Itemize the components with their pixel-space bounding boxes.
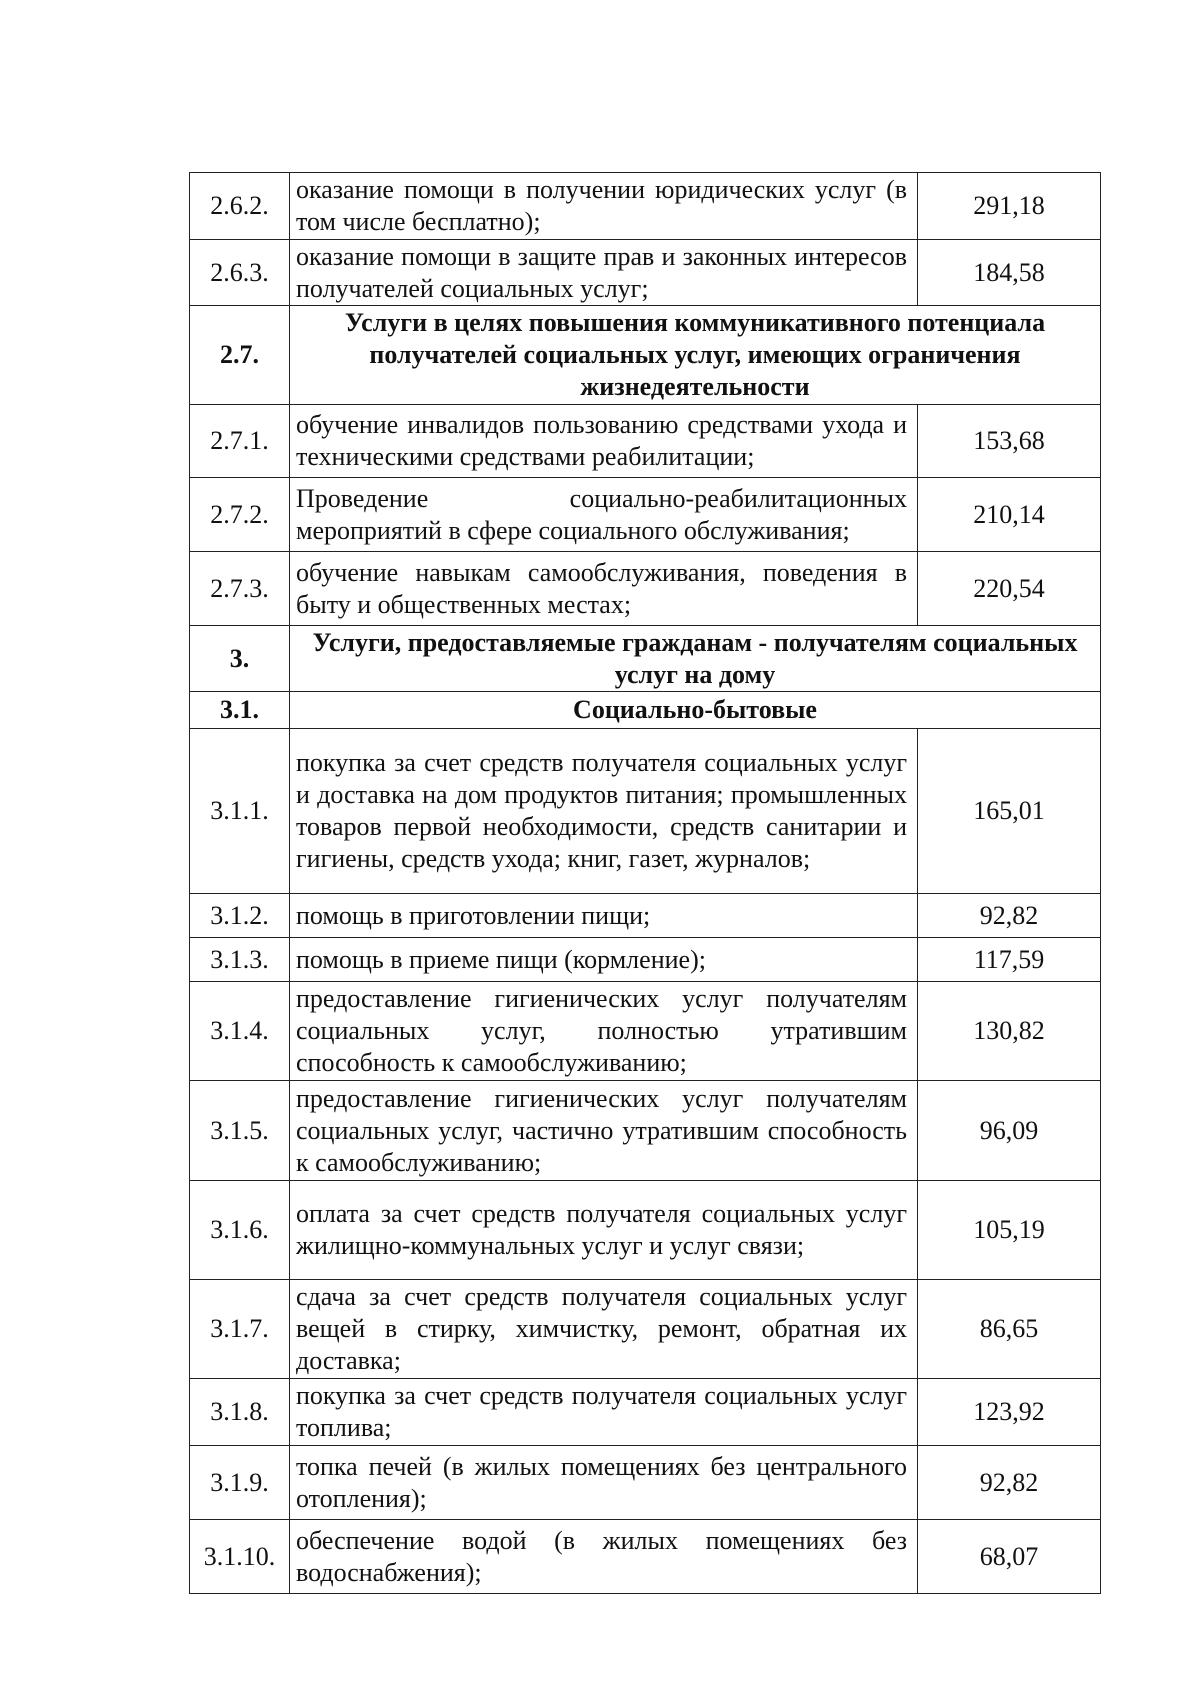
section-title: Социально-бытовые bbox=[290, 692, 1101, 729]
table-row bbox=[190, 240, 1101, 306]
service-price: 117,59 bbox=[918, 938, 1101, 982]
item-number: 3.1.4. bbox=[190, 982, 290, 1081]
table-row bbox=[190, 1181, 1101, 1280]
service-price: 210,14 bbox=[918, 478, 1101, 552]
table-row bbox=[190, 1379, 1101, 1446]
table-row bbox=[190, 552, 1101, 626]
table-row bbox=[190, 478, 1101, 552]
tariff-table bbox=[189, 172, 1101, 1594]
item-number: 3.1.9. bbox=[190, 1446, 290, 1520]
table-row bbox=[190, 938, 1101, 982]
service-price: 92,82 bbox=[918, 1446, 1101, 1520]
section-title: Услуги в целях повышения коммуникативного потенциала получателей социальных услуг, имеющих ограничения жизнедеятельности bbox=[290, 306, 1101, 405]
table-row bbox=[190, 1520, 1101, 1594]
table-row bbox=[190, 173, 1101, 240]
service-description: обеспечение водой (в жилых помещениях без водоснабжения); bbox=[290, 1520, 918, 1594]
table-row bbox=[190, 1280, 1101, 1379]
table-row bbox=[190, 982, 1101, 1081]
service-description: предоставление гигиенических услуг получателям социальных услуг, полностью утратившим способность к самообслуживанию; bbox=[290, 982, 918, 1081]
service-description: топка печей (в жилых помещениях без центрального отопления); bbox=[290, 1446, 918, 1520]
service-description: оплата за счет средств получателя социальных услуг жилищно-коммунальных услуг и услуг связи; bbox=[290, 1181, 918, 1280]
service-description: покупка за счет средств получателя социальных услуг и доставка на дом продуктов питания; промышленных товаров первой необходимости, средств санитарии и гигиены, средств ухода; книг, газет, журналов; bbox=[290, 729, 918, 894]
table-row bbox=[190, 1081, 1101, 1181]
tariff-table-body bbox=[190, 173, 1101, 1594]
section-row bbox=[190, 692, 1101, 729]
service-description: оказание помощи в получении юридических услуг (в том числе бесплатно); bbox=[290, 173, 918, 240]
service-description: обучение навыкам самообслуживания, поведения в быту и общественных местах; bbox=[290, 552, 918, 626]
service-description: предоставление гигиенических услуг получателям социальных услуг, частично утратившим способность к самообслуживанию; bbox=[290, 1081, 918, 1181]
section-number: 3. bbox=[190, 626, 290, 692]
item-number: 3.1.3. bbox=[190, 938, 290, 982]
service-price: 184,58 bbox=[918, 240, 1101, 306]
table-row bbox=[190, 1446, 1101, 1520]
item-number: 3.1.1. bbox=[190, 729, 290, 894]
item-number: 3.1.10. bbox=[190, 1520, 290, 1594]
item-number: 3.1.2. bbox=[190, 894, 290, 938]
service-price: 92,82 bbox=[918, 894, 1101, 938]
section-row bbox=[190, 306, 1101, 405]
service-description: Проведение социально-реабилитационных мероприятий в сфере социального обслуживания; bbox=[290, 478, 918, 552]
table-row bbox=[190, 729, 1101, 894]
section-row bbox=[190, 626, 1101, 692]
service-price: 291,18 bbox=[918, 173, 1101, 240]
table-row bbox=[190, 894, 1101, 938]
table-row bbox=[190, 405, 1101, 478]
item-number: 3.1.5. bbox=[190, 1081, 290, 1181]
service-price: 220,54 bbox=[918, 552, 1101, 626]
item-number: 3.1.7. bbox=[190, 1280, 290, 1379]
service-price: 105,19 bbox=[918, 1181, 1101, 1280]
service-price: 130,82 bbox=[918, 982, 1101, 1081]
item-number: 2.6.3. bbox=[190, 240, 290, 306]
service-price: 96,09 bbox=[918, 1081, 1101, 1181]
service-description: помощь в приготовлении пищи; bbox=[290, 894, 918, 938]
section-title: Услуги, предоставляемые гражданам - получателям социальных услуг на дому bbox=[290, 626, 1101, 692]
item-number: 2.7.3. bbox=[190, 552, 290, 626]
item-number: 3.1.8. bbox=[190, 1379, 290, 1446]
item-number: 3.1.6. bbox=[190, 1181, 290, 1280]
section-number: 3.1. bbox=[190, 692, 290, 729]
item-number: 2.7.1. bbox=[190, 405, 290, 478]
service-price: 165,01 bbox=[918, 729, 1101, 894]
service-price: 123,92 bbox=[918, 1379, 1101, 1446]
service-price: 86,65 bbox=[918, 1280, 1101, 1379]
service-price: 68,07 bbox=[918, 1520, 1101, 1594]
section-number: 2.7. bbox=[190, 306, 290, 405]
service-description: покупка за счет средств получателя социальных услуг топлива; bbox=[290, 1379, 918, 1446]
service-price: 153,68 bbox=[918, 405, 1101, 478]
service-description: оказание помощи в защите прав и законных интересов получателей социальных услуг; bbox=[290, 240, 918, 306]
service-description: помощь в приеме пищи (кормление); bbox=[290, 938, 918, 982]
item-number: 2.7.2. bbox=[190, 478, 290, 552]
item-number: 2.6.2. bbox=[190, 173, 290, 240]
service-description: обучение инвалидов пользованию средствами ухода и техническими средствами реабилитации; bbox=[290, 405, 918, 478]
service-description: сдача за счет средств получателя социальных услуг вещей в стирку, химчистку, ремонт, обратная их доставка; bbox=[290, 1280, 918, 1379]
